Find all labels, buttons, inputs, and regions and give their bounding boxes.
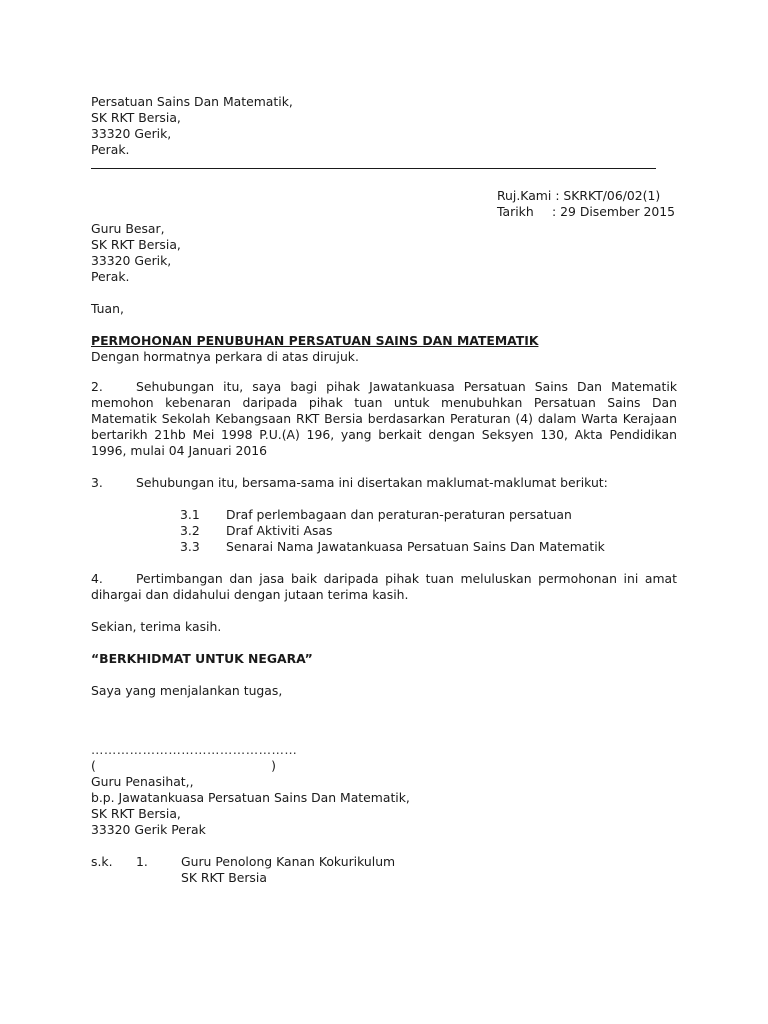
cc-row bbox=[91, 854, 395, 870]
list-item-text: Draf perlembagaan dan peraturan-peraturan persatuan bbox=[226, 507, 572, 522]
sign-off: Saya yang menjalankan tugas, bbox=[91, 683, 283, 698]
attachment-list bbox=[180, 507, 605, 555]
recipient-line: SK RKT Bersia, bbox=[91, 237, 181, 252]
paragraph-text: Pertimbangan dan jasa baik daripada pihak tuan meluluskan permohonan ini amat dihargai dan didahului dengan jutaan terima kasih. bbox=[91, 571, 677, 602]
intro-sentence: Dengan hormatnya perkara di atas dirujuk. bbox=[91, 349, 359, 364]
recipient-line: 33320 Gerik, bbox=[91, 253, 172, 268]
list-item bbox=[180, 523, 605, 539]
letterhead-divider bbox=[91, 168, 656, 169]
reference-value: : SKRKT/06/02(1) bbox=[555, 188, 661, 203]
open-parenthesis: ( bbox=[91, 758, 96, 773]
signer-name-placeholder bbox=[91, 758, 276, 774]
list-item-number: 3.3 bbox=[180, 539, 200, 554]
sender-line: Persatuan Sains Dan Matematik, bbox=[91, 94, 293, 109]
cc-recipient: Guru Penolong Kanan Kokurikulum bbox=[181, 854, 396, 869]
cc-label: s.k. bbox=[91, 854, 113, 869]
close-parenthesis: ) bbox=[271, 758, 276, 773]
paragraph-number: 4. bbox=[91, 571, 103, 586]
date-row bbox=[497, 204, 675, 220]
date-value: : 29 Disember 2015 bbox=[552, 204, 676, 219]
paragraph-text: Sehubungan itu, saya bagi pihak Jawatankuasa Persatuan Sains Dan Matematik memohon kebenaran daripada pihak tuan untuk menubuhkan Persatuan Sains Dan Matematik Sekolah Kebangsaan RKT Bersia berdasarkan Peraturan (4) dalam Warta Kerajaan bertarikh 21hb Mei 1998 P.U.(A) 196, yang berkait dengan Seksyen 130, Akta Pendidikan 1996, mulai 04 Januari 2016 bbox=[91, 379, 677, 458]
letter-subject: PERMOHONAN PENUBUHAN PERSATUAN SAINS DAN MATEMATIK bbox=[91, 333, 539, 348]
cc-recipient-school: SK RKT Bersia bbox=[181, 870, 267, 885]
carbon-copy-block bbox=[91, 854, 395, 886]
list-item bbox=[180, 539, 605, 555]
closing-remark: Sekian, terima kasih. bbox=[91, 619, 222, 634]
sender-line: SK RKT Bersia, bbox=[91, 110, 181, 125]
recipient-line: Perak. bbox=[91, 269, 130, 284]
list-item bbox=[180, 507, 605, 523]
cc-row bbox=[91, 870, 395, 886]
signature-line: ………………………………………… bbox=[91, 742, 298, 757]
paragraph-2 bbox=[91, 379, 677, 459]
sender-line: 33320 Gerik, bbox=[91, 126, 172, 141]
list-item-text: Draf Aktiviti Asas bbox=[226, 523, 333, 538]
signer-details bbox=[91, 774, 410, 838]
list-item-text: Senarai Nama Jawatankuasa Persatuan Sains Dan Matematik bbox=[226, 539, 605, 554]
signer-line: b.p. Jawatankuasa Persatuan Sains Dan Matematik, bbox=[91, 790, 410, 805]
reference-number-row bbox=[497, 188, 675, 204]
paragraph-number: 3. bbox=[91, 475, 103, 490]
recipient-line: Guru Besar, bbox=[91, 221, 165, 236]
sender-line: Perak. bbox=[91, 142, 130, 157]
list-item-number: 3.2 bbox=[180, 523, 200, 538]
recipient-address bbox=[91, 221, 181, 285]
paragraph-3 bbox=[91, 475, 677, 491]
list-item-number: 3.1 bbox=[180, 507, 200, 522]
paragraph-text: Sehubungan itu, bersama-sama ini disertakan maklumat-maklumat berikut: bbox=[136, 475, 608, 490]
reference-label: Ruj.Kami bbox=[497, 188, 552, 203]
sender-address bbox=[91, 94, 293, 158]
signer-line: SK RKT Bersia, bbox=[91, 806, 181, 821]
paragraph-number: 2. bbox=[91, 379, 103, 394]
signer-line: Guru Penasihat,, bbox=[91, 774, 194, 789]
signer-line: 33320 Gerik Perak bbox=[91, 822, 206, 837]
motto: “BERKHIDMAT UNTUK NEGARA” bbox=[91, 651, 313, 666]
paragraph-4 bbox=[91, 571, 677, 603]
reference-block bbox=[497, 188, 675, 220]
cc-number: 1. bbox=[136, 854, 148, 869]
salutation: Tuan, bbox=[91, 301, 124, 316]
date-label: Tarikh bbox=[497, 204, 534, 219]
